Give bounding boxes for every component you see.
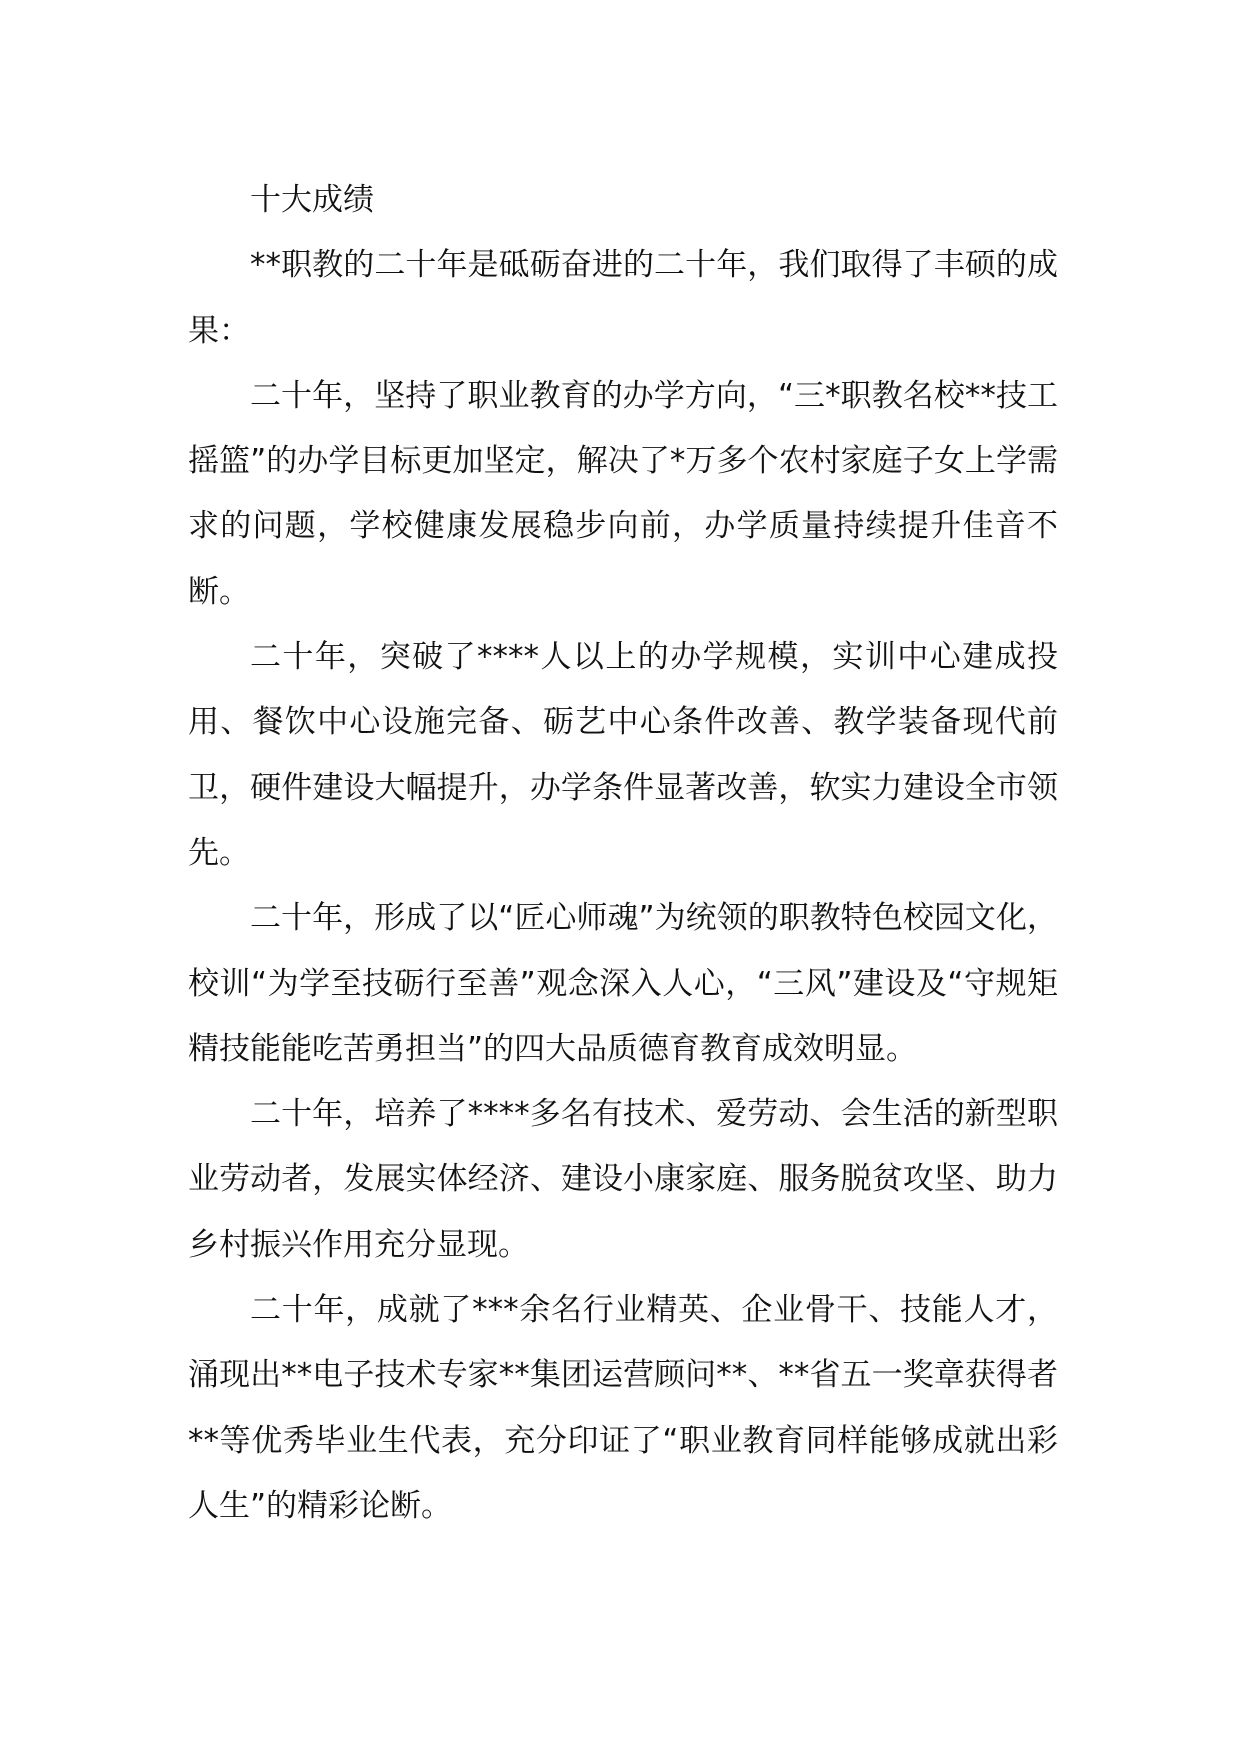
paragraph-direction: 二十年，坚持了职业教育的办学方向，“三*职教名校**技工摇篮”的办学目标更加坚定，解决了*万多个农村家庭子女上学需求的问题，学校健康发展稳步向前，办学质量持续提升佳音不断。 xyxy=(188,377,1058,610)
paragraph-training: 二十年，培养了****多名有技术、爱劳动、会生活的新型职业劳动者，发展实体经济、建设小康家庭、服务脱贫攻坚、助力乡村振兴作用充分显现。 xyxy=(188,1096,1058,1263)
section-heading: 十大成绩 xyxy=(250,182,374,218)
paragraph-culture: 二十年，形成了以“匠心师魂”为统领的职教特色校园文化，校训“为学至技砺行至善”观念深入人心，“三风”建设及“守规矩精技能能吃苦勇担当”的四大品质德育教育成效明显。 xyxy=(188,900,1058,1067)
paragraph-alumni: 二十年，成就了***余名行业精英、企业骨干、技能人才，涌现出**电子技术专家**集团运营顾问**、**省五一奖章获得者**等优秀毕业生代表，充分印证了“职业教育同样能够成就出彩人生”的精彩论断。 xyxy=(188,1292,1058,1524)
document-body xyxy=(188,168,1058,1539)
paragraph-scale: 二十年，突破了****人以上的办学规模，实训中心建成投用、餐饮中心设施完备、砺艺中心条件改善、教学装备现代前卫，硬件建设大幅提升，办学条件显著改善，软实力建设全市领先。 xyxy=(188,639,1058,871)
paragraph-intro: **职教的二十年是砥砺奋进的二十年，我们取得了丰硕的成果： xyxy=(188,247,1058,349)
